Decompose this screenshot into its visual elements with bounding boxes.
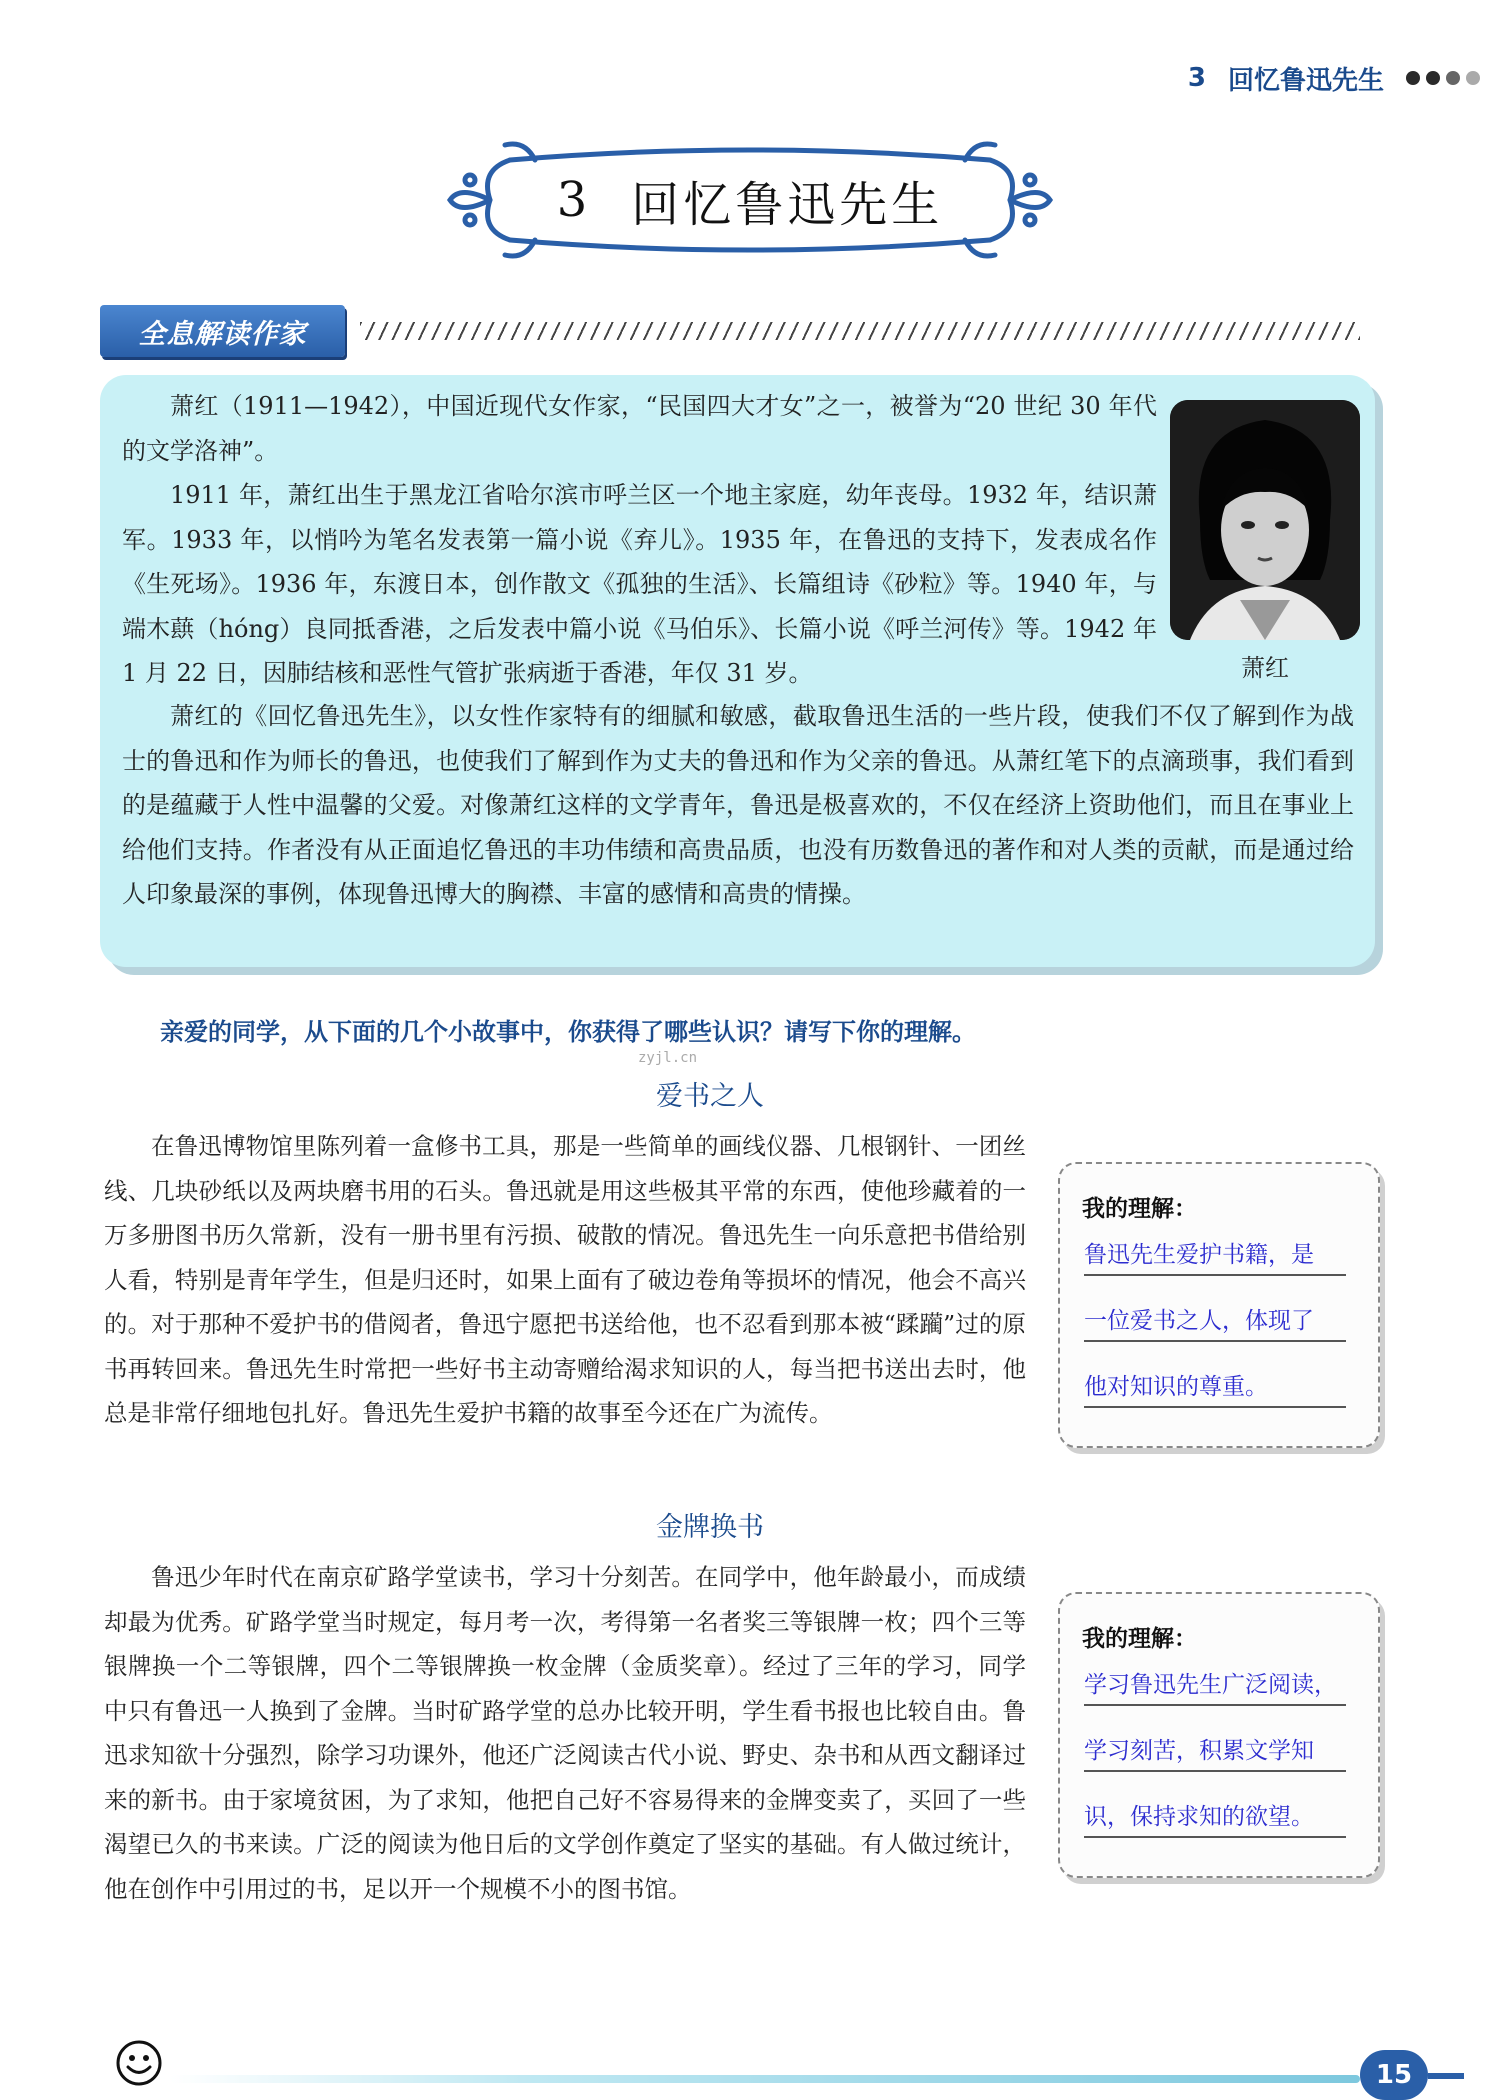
reading-prompt: 亲爱的同学，从下面的几个小故事中，你获得了哪些认识？请写下你的理解。 bbox=[160, 1018, 976, 1046]
note-answer-line[interactable]: 他对知识的尊重。 bbox=[1084, 1368, 1346, 1408]
author-paragraph-2: 1911 年，萧红出生于黑龙江省哈尔滨市呼兰区一个地主家庭，幼年丧母。1932 年，结识萧军。1933 年，以悄吟为笔名发表第一篇小说《弃儿》。1935 年，在鲁迅的支持下，发表成名作《生死场》。1936 年，东渡日本，创作散文《孤独的生活》、长篇组诗《砂粒》等。1940 年，与端木蕻（hóng）良同抵香港，之后发表中篇小说《马伯乐》、长篇小说《呼兰河传》等。1942 年 1 月 22 日，因肺结核和恶性气管扩张病逝于香港，年仅 31 岁。 bbox=[122, 481, 1157, 687]
section-banner: 全息解读作家 bbox=[100, 305, 345, 357]
title-text: 回忆鲁迅先生 bbox=[631, 176, 944, 233]
note-answer-line[interactable]: 鲁迅先生爱护书籍，是 bbox=[1084, 1236, 1346, 1276]
banner-hatch-divider bbox=[360, 322, 1360, 340]
title-number: 3 bbox=[556, 172, 592, 228]
note-answer-line[interactable]: 识，保持求知的欲望。 bbox=[1084, 1798, 1346, 1838]
story-paragraph-2: 鲁迅少年时代在南京矿路学堂读书，学习十分刻苦。在同学中，他年龄最小，而成绩却最为优秀。矿路学堂当时规定，每月考一次，考得第一名者奖三等银牌一枚；四个三等银牌换一个二等银牌，四个二等银牌换一枚金牌（金质奖章）。经过了三年的学习，同学中只有鲁迅一人换到了金牌。当时矿路学堂的总办比较开明，学生看书报也比较自由。鲁迅求知欲十分强烈，除学习功课外，他还广泛阅读古代小说、野史、杂书和从西文翻译过来的新书。由于家境贫困，为了求知，他把自己好不容易得来的金牌变卖了，买回了一些渴望已久的书来读。广泛的阅读为他日后的文学创作奠定了坚实的基础。有人做过统计，他在创作中引用过的书，足以开一个规模不小的图书馆。 bbox=[104, 1563, 1026, 1903]
author-intro-bottom bbox=[122, 694, 1354, 917]
author-portrait-image bbox=[1170, 400, 1360, 640]
header-dots-icon bbox=[1406, 71, 1480, 85]
story-title-2: 金牌换书 bbox=[656, 1512, 764, 1543]
story-body-1 bbox=[104, 1124, 1026, 1436]
note-heading: 我的理解： bbox=[1082, 1196, 1197, 1222]
understanding-note-2 bbox=[1058, 1592, 1380, 1878]
story-title-1: 爱书之人 bbox=[656, 1081, 764, 1112]
running-header bbox=[1188, 58, 1480, 98]
understanding-note-1 bbox=[1058, 1162, 1380, 1448]
running-header-title: 回忆鲁迅先生 bbox=[1227, 65, 1384, 96]
author-paragraph-1: 萧红（1911—1942），中国近现代女作家，“民国四大才女”之一，被誉为“20 世纪 30 年代的文学洛神”。 bbox=[122, 392, 1157, 465]
watermark: zyjl.cn bbox=[638, 1050, 698, 1066]
page-number: 15 bbox=[1360, 2050, 1428, 2100]
author-intro-top bbox=[122, 384, 1157, 696]
portrait-caption: 萧红 bbox=[1241, 654, 1289, 682]
footer-tail bbox=[1428, 2073, 1464, 2079]
note-answer-line[interactable]: 学习鲁迅先生广泛阅读， bbox=[1084, 1666, 1346, 1706]
story-paragraph-1: 在鲁迅博物馆里陈列着一盒修书工具，那是一些简单的画线仪器、几根钢针、一团丝线、几块砂纸以及两块磨书用的石头。鲁迅就是用这些极其平常的东西，使他珍藏着的一万多册图书历久常新，没有一册书里有污损、破散的情况。鲁迅先生一向乐意把书借给别人看，特别是青年学生，但是归还时，如果上面有了破边卷角等损坏的情况，他会不高兴的。对于那种不爱护书的借阅者，鲁迅宁愿把书送给他，也不忍看到那本被“蹂躏”过的原书再转回来。鲁迅先生时常把一些好书主动寄赠给渴求知识的人，每当把书送出去时，他总是非常仔细地包扎好。鲁迅先生爱护书籍的故事至今还在广为流传。 bbox=[104, 1132, 1026, 1427]
story-body-2 bbox=[104, 1555, 1026, 1911]
note-answer-line[interactable]: 一位爱书之人，体现了 bbox=[1084, 1302, 1346, 1342]
note-heading: 我的理解： bbox=[1082, 1626, 1197, 1652]
smiley-icon bbox=[114, 2038, 164, 2088]
page-title bbox=[0, 130, 1500, 270]
author-paragraph-3: 萧红的《回忆鲁迅先生》，以女性作家特有的细腻和敏感，截取鲁迅生活的一些片段，使我们不仅了解到作为战士的鲁迅和作为师长的鲁迅，也使我们了解到作为丈夫的鲁迅和作为父亲的鲁迅。从萧红笔下的点滴琐事，我们看到的是蕴藏于人性中温馨的父爱。对像萧红这样的文学青年，鲁迅是极喜欢的，不仅在经济上资助他们，而且在事业上给他们支持。作者没有从正面追忆鲁迅的丰功伟绩和高贵品质，也没有历数鲁迅的著作和对人类的贡献，而是通过给人印象最深的事例，体现鲁迅博大的胸襟、丰富的感情和高贵的情操。 bbox=[122, 702, 1354, 908]
footer-divider bbox=[170, 2075, 1360, 2083]
note-answer-line[interactable]: 学习刻苦，积累文学知 bbox=[1084, 1732, 1346, 1772]
running-header-number: 3 bbox=[1187, 63, 1206, 93]
